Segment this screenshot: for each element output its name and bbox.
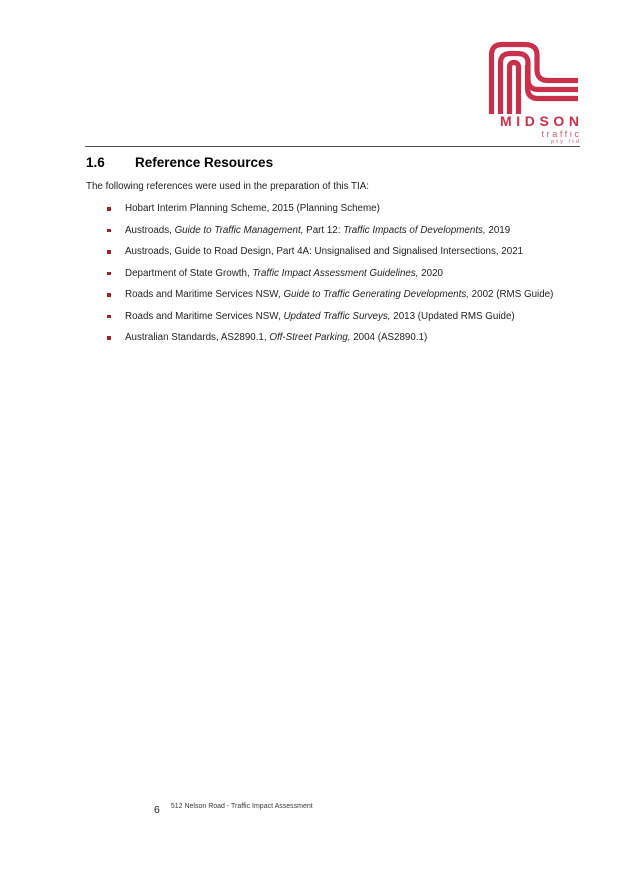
bullet-square-icon bbox=[107, 272, 111, 276]
reference-text-run: Guide to Traffic Management, bbox=[174, 224, 304, 236]
list-item bbox=[86, 203, 580, 215]
list-item bbox=[86, 225, 580, 237]
logo-subtitle-text: traffic bbox=[541, 129, 582, 139]
list-item bbox=[86, 268, 580, 280]
reference-text-run: Guide to Traffic Generating Developments, bbox=[283, 289, 469, 300]
reference-text-run: Australian Standards, AS2890.1, bbox=[125, 332, 270, 343]
midson-traffic-logo-icon bbox=[487, 36, 579, 114]
reference-text-run: Part 12: bbox=[303, 224, 344, 236]
reference-text-run: 2002 (RMS Guide) bbox=[468, 289, 554, 300]
reference-list bbox=[86, 203, 580, 344]
intro-paragraph: The following references were used in the preparation of this TIA: bbox=[86, 181, 369, 192]
footer-doc-title: 512 Nelson Road - Traffic Impact Assessment bbox=[170, 803, 313, 810]
reference-text-run: 2013 (Updated RMS Guide) bbox=[390, 310, 515, 322]
list-item bbox=[86, 289, 580, 301]
bullet-square-icon bbox=[107, 293, 111, 297]
reference-text-run: Traffic Impact Assessment Guidelines, bbox=[252, 267, 419, 279]
reference-text-run: Traffic Impacts of Developments, bbox=[343, 224, 486, 236]
logo-brand-text: MIDSON bbox=[499, 113, 584, 129]
list-item bbox=[86, 332, 580, 344]
bullet-square-icon bbox=[107, 250, 111, 254]
header-rule bbox=[85, 146, 580, 147]
page-footer bbox=[154, 801, 313, 816]
reference-text-run: 2020 bbox=[418, 267, 444, 279]
section-number: 1.6 bbox=[86, 155, 105, 170]
bullet-square-icon bbox=[107, 229, 111, 233]
section-heading bbox=[86, 155, 580, 171]
bullet-square-icon bbox=[107, 315, 111, 319]
reference-text-run: Austroads, bbox=[125, 224, 175, 236]
reference-text-run: Updated Traffic Surveys, bbox=[283, 310, 391, 322]
page-number: 6 bbox=[154, 804, 160, 816]
section-title: Reference Resources bbox=[135, 155, 274, 170]
section-content bbox=[86, 155, 580, 354]
reference-text-run: Off-Street Parking, bbox=[269, 332, 351, 343]
logo bbox=[487, 36, 584, 146]
reference-text-run: Hobart Interim Planning Scheme, 2015 (Planning Scheme) bbox=[125, 203, 380, 214]
reference-text-run: Roads and Maritime Services NSW, bbox=[125, 289, 284, 300]
reference-text-run: 2004 (AS2890.1) bbox=[350, 332, 428, 343]
bullet-square-icon bbox=[107, 207, 111, 211]
reference-text-run: Department of State Growth, bbox=[125, 267, 253, 279]
list-item bbox=[86, 246, 580, 258]
reference-text-run: Austroads, Guide to Road Design, Part 4A: Unsignalised and Signalised Intersections, 2021 bbox=[125, 246, 524, 257]
logo-subtitle2-text: pty ltd bbox=[551, 139, 582, 145]
bullet-square-icon bbox=[107, 336, 111, 340]
reference-text-run: 2019 bbox=[485, 224, 511, 236]
list-item bbox=[86, 311, 580, 323]
reference-text-run: Roads and Maritime Services NSW, bbox=[125, 310, 284, 322]
